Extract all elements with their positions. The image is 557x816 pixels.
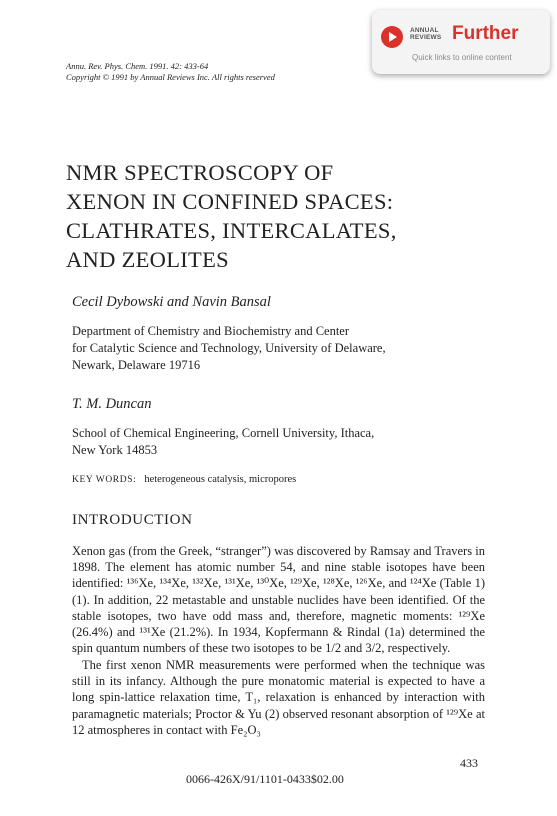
keywords-text: heterogeneous catalysis, micropores (144, 474, 297, 485)
keywords (72, 474, 296, 485)
title-line: CLATHRATES, INTERCALATES, (66, 218, 397, 243)
title-line: AND ZEOLITES (66, 247, 229, 272)
title-line: NMR SPECTROSCOPY OF (66, 160, 334, 185)
further-banner[interactable] (372, 10, 550, 74)
affiliation-2: School of Chemical Engineering, Cornell University, Ithaca, New York 14853 (72, 426, 375, 457)
quick-links-text: Quick links to online content (412, 53, 512, 62)
keywords-label: KEY WORDS: (72, 475, 137, 485)
paragraph-2: The first xenon NMR measurements were performed when the technique was still in its infancy. Although the pure monatomic material is expected to have a long spin-lattice relaxation time, T₁, relaxation is enhanced by interaction with paramagnetic materials; Proctor & Yu (2) observed resonant absorption of ¹²⁹Xe at 12 atmospheres in contact with Fe₂O₃ (72, 658, 485, 737)
title-line: XENON IN CONFINED SPACES: (66, 189, 394, 214)
footer-code: 0066-426X/91/1101-0433$02.00 (186, 772, 344, 786)
citation-line: Annu. Rev. Phys. Chem. 1991. 42: 433-64 (66, 61, 209, 71)
page-number: 433 (460, 756, 478, 770)
section-heading: INTRODUCTION (72, 512, 193, 528)
paragraph-1: Xenon gas (from the Greek, “stranger”) was discovered by Ramsay and Travers in 1898. The element has atomic number 54, and nine stable isotopes have been identified: ¹³⁶Xe, ¹³⁴Xe, ¹³²Xe, ¹³¹Xe, ¹³⁰Xe, ¹²⁹Xe, ¹²⁸Xe, ¹²⁶Xe, and ¹²⁴Xe (Table 1) (1). In addition, 22 metastable and unstable nuclides have been identified. Of the stable isotopes, two have odd mass and, therefore, magnetic moments: ¹²⁹Xe (26.4%) and ¹³¹Xe (21.2%). In 1934, Kopfermann & Rindal (1a) determined the spin quantum numbers of these two isotopes to be 1/2 and 3/2, respectively. (72, 544, 485, 656)
copyright-line: Copyright © 1991 by Annual Reviews Inc. All rights reserved (66, 72, 275, 82)
affiliation-1: Department of Chemistry and Biochemistry and Center for Catalytic Science and Technology, University of Delaware, Newark, Delaware 19716 (72, 324, 386, 372)
article-title (66, 158, 397, 274)
journal-citation (66, 61, 275, 83)
author-names-1: Cecil Dybowski and Navin Bansal (72, 294, 271, 310)
further-label: Further (452, 23, 519, 44)
author-names-2: T. M. Duncan (72, 396, 152, 412)
annual-reviews-logo-icon (381, 26, 403, 48)
annual-reviews-label: ANNUAL REVIEWS (410, 27, 442, 41)
